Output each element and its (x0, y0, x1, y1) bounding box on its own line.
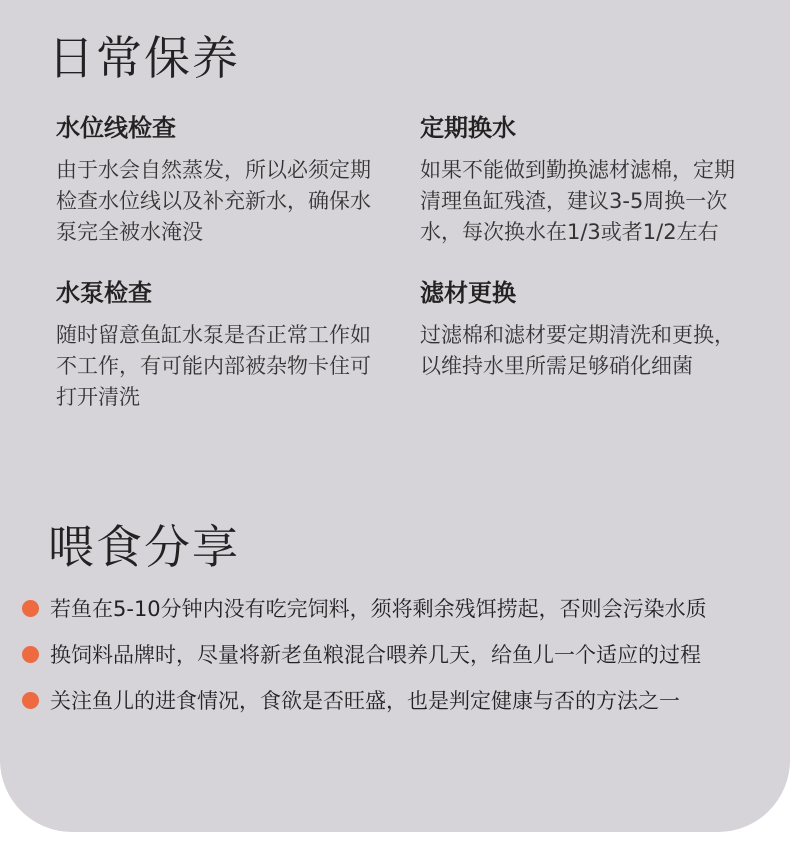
bullet-dot-icon (22, 692, 39, 709)
list-item-text: 换饲料品牌时，尽量将新老鱼粮混合喂养几天，给鱼儿一个适应的过程 (50, 643, 701, 667)
tip-filter-replacement (420, 273, 750, 382)
tip-heading: 定期换水 (420, 114, 516, 142)
tip-water-level-check (56, 108, 386, 248)
tip-regular-water-change (420, 108, 750, 248)
tip-body: 随时留意鱼缸水泵是否正常工作如不工作，有可能内部被杂物卡住可打开清洗 (56, 323, 371, 409)
list-item (22, 640, 707, 668)
tip-body: 如果不能做到勤换滤材滤棉，定期清理鱼缸残渣，建议3-5周换一次水，每次换水在1/3或者1/2左右 (420, 158, 735, 244)
tip-body: 由于水会自然蒸发，所以必须定期检查水位线以及补充新水，确保水泵完全被水淹没 (56, 158, 371, 244)
list-item (22, 686, 707, 714)
tip-heading: 滤材更换 (420, 279, 516, 307)
tip-pump-check (56, 273, 386, 413)
feeding-tips-list (22, 594, 707, 732)
tip-heading: 水位线检查 (56, 114, 176, 142)
bullet-dot-icon (22, 646, 39, 663)
tip-body: 过滤棉和滤材要定期清洗和更换，以维持水里所需足够硝化细菌 (420, 323, 735, 378)
tip-heading: 水泵检查 (56, 279, 152, 307)
section-title-daily-maintenance: 日常保养 (48, 31, 240, 85)
list-item-text: 若鱼在5-10分钟内没有吃完饲料，须将剩余残饵捞起，否则会污染水质 (50, 597, 707, 621)
list-item-text: 关注鱼儿的进食情况，食欲是否旺盛，也是判定健康与否的方法之一 (50, 689, 680, 713)
list-item (22, 594, 707, 622)
section-title-feeding: 喂食分享 (48, 520, 240, 574)
bullet-dot-icon (22, 600, 39, 617)
